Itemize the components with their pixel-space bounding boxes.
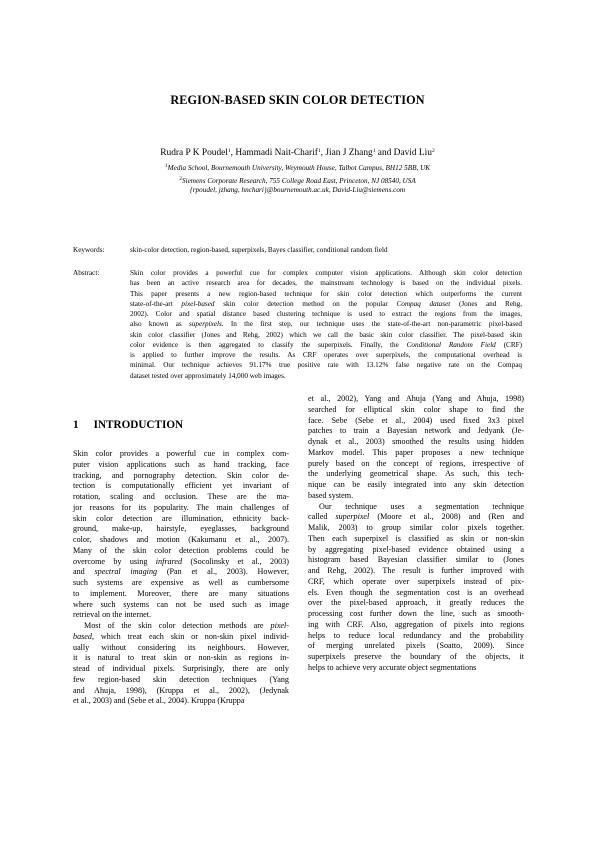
abstract-body: [130, 268, 522, 381]
section-number: 1: [73, 419, 79, 431]
text-line: where such systems can not be used such as image: [73, 599, 289, 609]
text-line: els. Even though the segmentation cost is an overhead: [308, 587, 524, 597]
text-line: Many of the skin color detection problems could be: [73, 545, 289, 555]
text-line: searched for elliptical skin color shape to find the: [308, 404, 524, 414]
abstract-line: state-of-the-art pixel-based skin color detection method on the popular Compaq dataset (Jones and Rehg,: [130, 299, 522, 308]
section-heading: [73, 419, 183, 431]
text-line: skin color detection are illumination, ethnicity back-: [73, 513, 289, 523]
author-name: and David Liu: [375, 148, 432, 158]
text-line: superpixels preserve the boundary of the objects, it: [308, 652, 524, 661]
affiliation-mark: 1: [164, 163, 168, 169]
text-line: rotation, scaling and occlusion. These are the ma-: [73, 492, 289, 501]
text-line: ing with CRF. Also, aggregation of pixels into regions: [308, 619, 524, 629]
abstract-line: minimal. Our technique achieves 91.17% true positive rate with 13.12% false negative rate on the Compaq: [130, 361, 522, 370]
affiliation-mark: 2: [431, 148, 435, 154]
affiliation-mark: 1: [372, 148, 376, 154]
keywords-label: Keywords:: [73, 246, 105, 254]
text-line: based, which treat each skin or non-skin pixel individ-: [73, 631, 289, 641]
text-line: ground, make-up, hairstyle, eyeglasses, background: [73, 524, 289, 534]
text-line: processing cost further down the line, such as smooth-: [308, 609, 524, 618]
text-line: tracking, and pornography detection. Skin color de-: [73, 470, 289, 480]
abstract-line: 2002). Color and spatial distance based clustering technique is used to extract the regions from the images,: [130, 310, 522, 318]
text-line: called superpixel (Moore et al., 2008) and (Ren and: [308, 512, 524, 522]
author-list: [0, 148, 595, 158]
abstract-line: skin color classifier (Jones and Rehg, 2002) which we call the basic skin color classifier. The pixel-based skin: [130, 330, 522, 339]
text-line: Skin color provides a powerful cue in complex com-: [73, 449, 289, 458]
abstract-label: Abstract:: [73, 269, 100, 277]
text-line: few region-based skin detection techniques (Yang: [73, 674, 289, 684]
abstract-line: is applied to further improve the results. As CRF operates over superpixels, the computational overhead is: [130, 351, 522, 359]
left-column-text: [73, 449, 289, 707]
text-line: nique can be easily integrated into any skin detection: [308, 480, 524, 489]
text-line: Malik, 2003) to group similar color pixels together.: [308, 523, 524, 532]
text-line: such systems are expensive as well as cumbersome: [73, 578, 289, 587]
section-title: INTRODUCTION: [93, 419, 184, 431]
text-line: Markov model. This paper proposes a new technique: [308, 447, 524, 457]
affiliation-text: Media School, Bournemouth University, Weymouth House, Talbot Campus, BH12 5BB, UK: [167, 164, 431, 172]
text-line: retrieval on the internet.: [73, 610, 152, 620]
author-name: Rudra P K Poudel: [160, 148, 228, 158]
text-line: puter vision applications such as hand tracking, face: [73, 459, 289, 469]
text-line: over the pixel-based approach, it greatly reduces the: [308, 598, 524, 608]
text-line: overcome by using infrared (Socolinsky et al., 2003): [73, 556, 289, 566]
text-line: CRF, which operate over superpixels instead of pix-: [308, 576, 524, 586]
text-line: histogram based Bayesian classifier similar to (Jones: [308, 555, 524, 565]
affiliation-mark: 1: [317, 148, 321, 154]
abstract-line: color evidence is then aggregated to classify the superpixels. Finally, the Conditional Random Field (CRF): [130, 340, 522, 349]
author-name: , Jian J Zhang: [320, 148, 373, 158]
author-emails: {rpoudel, jzhang, hnchari}@bournemouth.ac.uk, David-Liu@siemens.com: [189, 186, 406, 194]
paper-title: REGION-BASED SKIN COLOR DETECTION: [170, 93, 425, 107]
text-line: of merging unrelated pixels (Soatto, 2009). Since: [308, 641, 524, 651]
text-line: face. Sebe (Sebe et al., 2004) used fixed 3x3 pixel: [308, 415, 524, 425]
text-line: and Rehg, 2002). The result is further improved with: [308, 566, 524, 575]
text-line: helps to achieve very accurate object segmentations: [308, 662, 477, 672]
abstract-line: also known as superpixels. In the first step, our technique uses the state-of-the-art non-parametric pixel-based: [130, 320, 522, 329]
text-line: tection is computationally efficient yet invariant of: [73, 481, 289, 491]
text-line: the underlying geometrical shape. As such, this tech-: [308, 469, 524, 479]
text-line: helps to reduce local redundancy and the probability: [308, 630, 524, 640]
text-line: and Ahuja, 1998), (Kruppa et al., 2002), (Jedynak: [73, 685, 289, 695]
text-line: and spectral imaging (Pan et al., 2003). However,: [73, 567, 290, 577]
affiliation-1: [0, 163, 595, 172]
text-line: Our technique uses a segmentation technique: [319, 501, 524, 511]
affiliation-mark: 1: [227, 148, 231, 154]
text-line: it is natural to treat skin or non-skin as regions in-: [73, 653, 289, 663]
text-line: by aggregating pixel-based evidence obtained using a: [308, 544, 524, 554]
text-line: Most of the skin color detection methods are pixel-: [84, 621, 289, 630]
text-line: color, shadows and motion (Kakumanu et al., 2007).: [73, 535, 289, 544]
abstract-line: dataset tested over approximately 14,000 web images.: [130, 371, 286, 380]
keywords-text: skin-color detection, region-based, superpixels, Bayes classifier, conditional random field: [130, 246, 388, 254]
affiliation-text: Siemens Corporate Research, 755 College Road East, Princeton, NJ 08540, USA: [182, 177, 416, 185]
text-line: et al., 2002), Yang and Ahuja (Yang and Ahuja, 1998): [308, 394, 524, 403]
affiliation-2: [0, 176, 595, 185]
text-line: purely based on the concept of regions, irrespective of: [308, 458, 524, 468]
abstract-line: Skin color provides a powerful cue for complex computer vision applications. Although skin color detection: [130, 269, 522, 277]
text-line: to implement. Moreover, there are many situations: [73, 588, 289, 598]
abstract-line: This paper presents a new region-based technique for skin color detection which outperforms the current: [130, 289, 522, 298]
text-line: jor reasons for its popularity. The main challenges of: [73, 502, 289, 512]
author-name: , Hammadi Nait-Charif: [230, 148, 318, 158]
text-line: et al., 2003) and (Sebe et al., 2004). Kruppa (Kruppa: [73, 696, 245, 706]
text-line: patches to train a Bayesian network and Jedyank (Je-: [308, 426, 524, 436]
text-line: ually without considering its neighbours. However,: [73, 642, 289, 652]
abstract-line: has been an active research area for decades, the mainstream technology is based on the individual pixels.: [130, 279, 522, 288]
text-line: Then each superpixel is classified as skin or non-skin: [308, 533, 524, 543]
text-line: stead of individual pixels. Surprisingly, there are only: [73, 664, 289, 673]
text-line: dynak et al., 2003) smoothed the results using hidden: [308, 437, 524, 446]
right-column-text: [308, 394, 524, 674]
affiliation-mark: 2: [179, 176, 183, 182]
text-line: based system.: [308, 490, 354, 500]
